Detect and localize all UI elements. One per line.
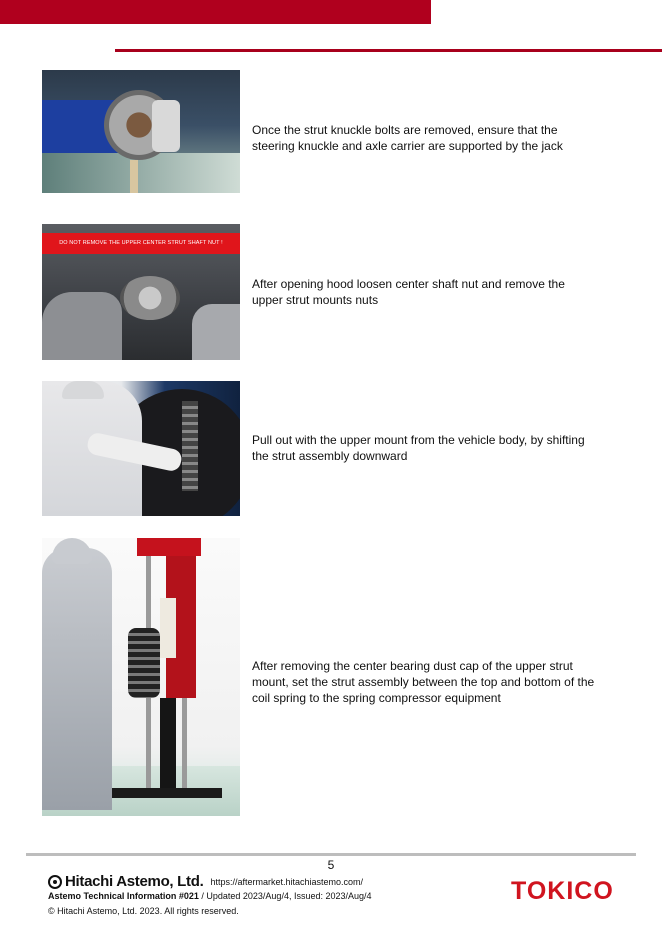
photo-pulling-strut-assembly	[42, 381, 240, 516]
footer-rule	[26, 853, 636, 856]
tokico-logo: TOKICO	[511, 877, 614, 905]
document-dates: / Updated 2023/Aug/4, Issued: 2023/Aug/4	[198, 891, 372, 901]
document-info	[48, 891, 372, 901]
document-title: Astemo Technical Information #021	[48, 891, 199, 901]
photo-spring-compressor	[42, 538, 240, 816]
step-3-text: Pull out with the upper mount from the vehicle body, by shifting the strut assembly downward	[252, 433, 585, 463]
hitachi-logo-icon	[48, 875, 62, 889]
copyright-notice: © Hitachi Astemo, Ltd. 2023. All rights reserved.	[48, 906, 239, 916]
step-4-text: After removing the center bearing dust cap of the upper strut mount, set the strut assembly between the top and bottom of the coil spring to the spring compressor equipment	[252, 659, 595, 705]
page-number: 5	[327, 858, 335, 872]
website-link[interactable]: https://aftermarket.hitachiastemo.com/	[210, 876, 364, 887]
photo-upper-strut-mount	[42, 224, 240, 360]
step-2-text: After opening hood loosen center shaft nut and remove the upper strut mounts nuts	[252, 277, 565, 307]
step-1-text: Once the strut knuckle bolts are removed, ensure that the steering knuckle and axle carrier are supported by the jack	[252, 123, 563, 153]
company-logo-row	[48, 873, 363, 890]
header-rule	[115, 49, 662, 52]
header-red-bar	[0, 0, 431, 24]
photo-knuckle-supported-by-jack	[42, 70, 240, 193]
company-name: Hitachi Astemo, Ltd.	[65, 873, 204, 890]
warning-banner: DO NOT REMOVE THE UPPER CENTER STRUT SHAFT NUT !	[42, 233, 240, 254]
